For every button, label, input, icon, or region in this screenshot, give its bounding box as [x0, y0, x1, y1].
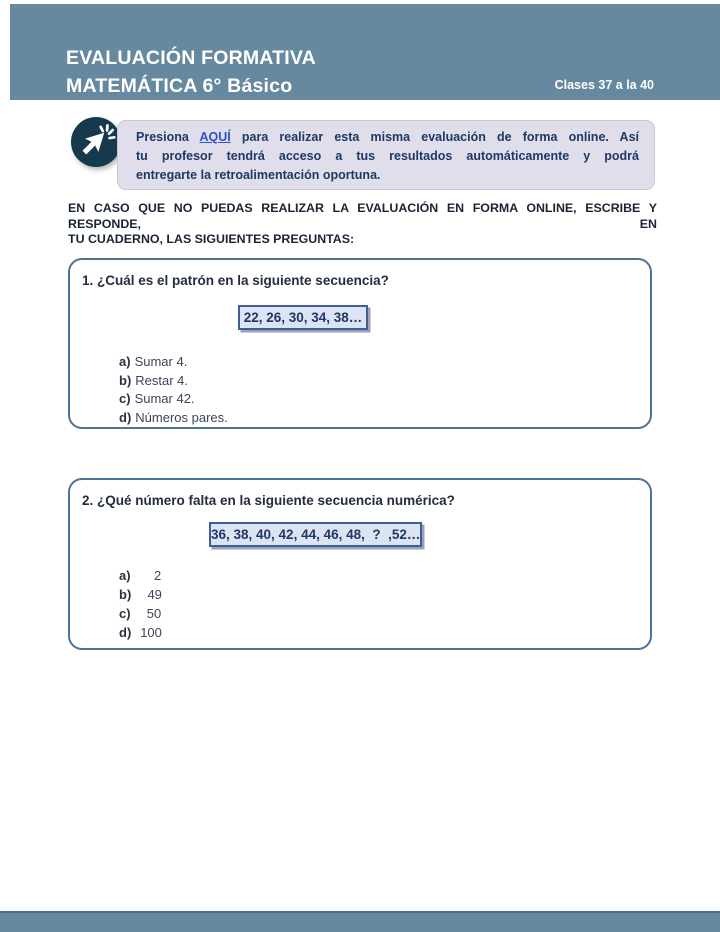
option-text: 2 — [153, 568, 162, 583]
page-title — [66, 44, 316, 100]
footer-banner — [0, 911, 720, 932]
page-title-line1: EVALUACIÓN FORMATIVA — [66, 47, 316, 69]
option-text: Números pares. — [135, 409, 228, 425]
notice-line-1 — [136, 128, 639, 147]
option-text: 50 — [146, 606, 162, 621]
option-text: Sumar 42. — [134, 391, 195, 406]
option-letter: d) — [119, 409, 132, 425]
page-title-line2: MATEMÁTICA 6° Básico — [66, 75, 293, 97]
option-letter: c) — [119, 606, 131, 621]
option-a — [119, 566, 162, 585]
notice-text-pre: Presiona — [136, 130, 200, 144]
online-evaluation-link[interactable]: AQUÍ — [199, 130, 231, 144]
option-text: Restar 4. — [135, 372, 189, 388]
option-letter: a) — [119, 568, 131, 583]
option-letter: a) — [119, 354, 131, 369]
offline-instruction-line2: TU CUADERNO, LAS SIGUIENTES PREGUNTAS: — [68, 232, 355, 246]
header-banner — [10, 4, 720, 100]
option-a — [119, 353, 228, 372]
option-letter: b) — [119, 587, 132, 602]
online-evaluation-notice — [117, 120, 655, 190]
option-d — [119, 409, 228, 428]
option-text: 49 — [147, 587, 162, 602]
question-1-options — [119, 353, 228, 427]
option-letter: d) — [119, 625, 132, 640]
option-text: Sumar 4. — [134, 354, 188, 369]
notice-line-2: tu profesor tendrá acceso a tus resultados automáticamente y podrá — [136, 149, 639, 163]
notice-line-3: entregarte la retroalimentación oportuna. — [136, 168, 381, 182]
question-1-box — [68, 258, 652, 429]
notice-text-post: para realizar esta misma evaluación de forma online. Así — [230, 130, 639, 144]
option-text: 100 — [140, 625, 162, 640]
question-1-sequence: 22, 26, 30, 34, 38… — [238, 305, 368, 330]
option-letter: c) — [119, 391, 131, 406]
option-b — [119, 372, 228, 391]
option-d — [119, 623, 162, 642]
option-c — [119, 604, 162, 623]
question-2-title: 2. ¿Qué número falta en la siguiente secuencia numérica? — [82, 493, 455, 508]
option-letter: b) — [119, 372, 132, 388]
option-c — [119, 390, 228, 409]
question-2-sequence: 36, 38, 40, 42, 44, 46, 48, ? ,52… — [209, 522, 422, 547]
option-b — [119, 585, 162, 604]
classes-range-label: Clases 37 a la 40 — [554, 78, 654, 92]
question-2-options — [119, 566, 162, 642]
question-2-box — [68, 478, 652, 650]
click-cursor-icon — [71, 117, 121, 167]
offline-instruction-line1: EN CASO QUE NO PUEDAS REALIZAR LA EVALUACIÓN EN FORMA ONLINE, ESCRIBE Y RESPONDE, EN — [68, 201, 657, 231]
question-1-title: 1. ¿Cuál es el patrón en la siguiente secuencia? — [82, 273, 389, 288]
offline-instruction — [68, 201, 657, 248]
